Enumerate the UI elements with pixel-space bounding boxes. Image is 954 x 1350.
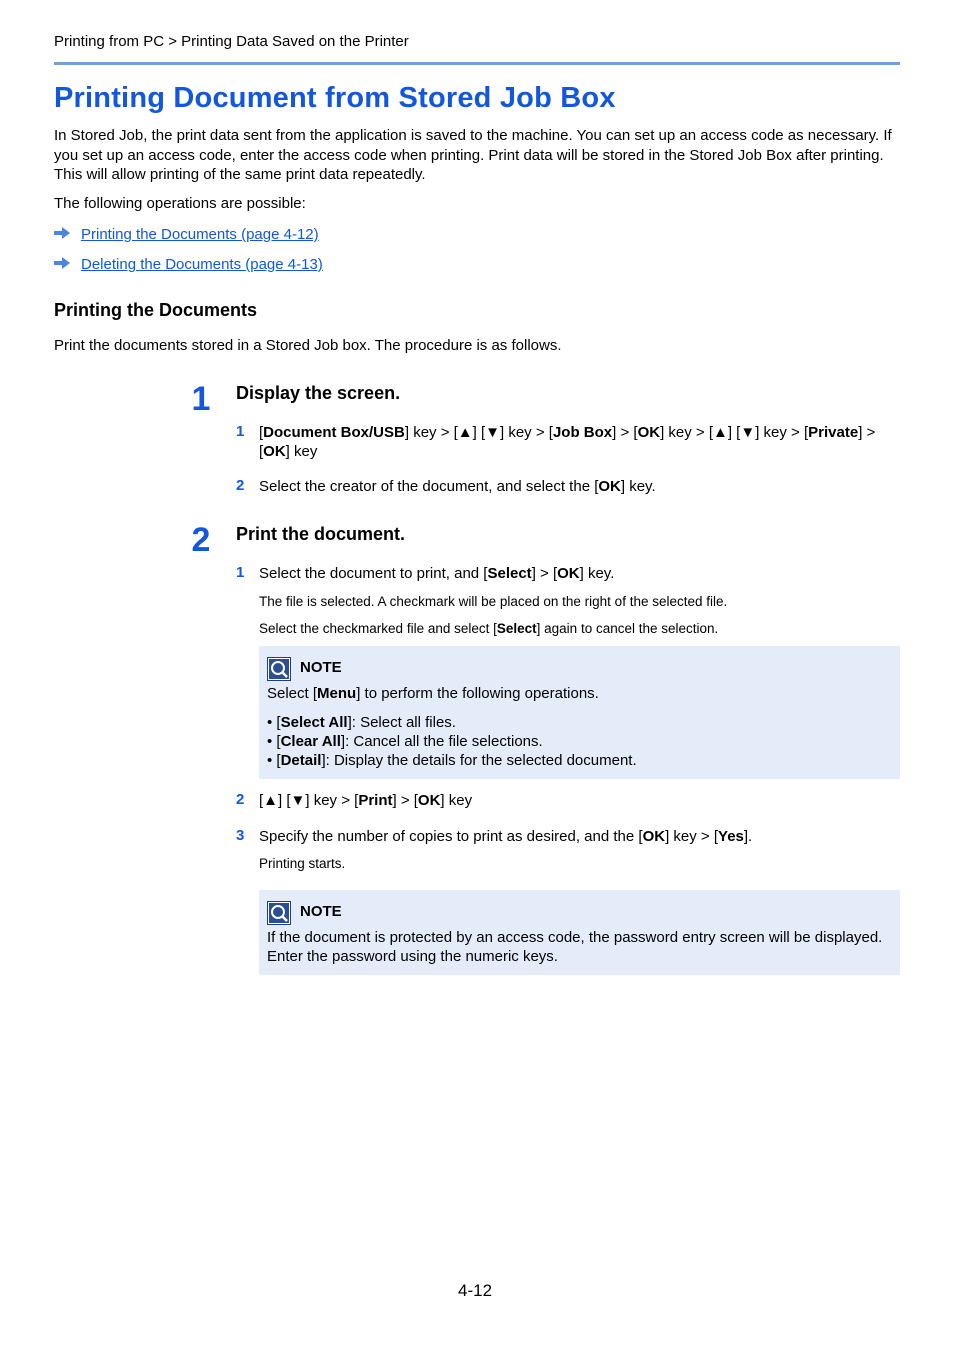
section-heading: Printing the Documents bbox=[54, 300, 258, 320]
substep-text: Select the document to print, and [Select] > [OK] key. bbox=[259, 565, 615, 582]
link-row-deleting bbox=[54, 256, 323, 273]
arrow-right-icon bbox=[54, 226, 74, 243]
substep-number: 3 bbox=[236, 827, 245, 844]
operations-intro: The following operations are possible: bbox=[54, 195, 306, 212]
note-icon bbox=[267, 668, 291, 685]
note-box bbox=[259, 646, 900, 779]
breadcrumb: Printing from PC > Printing Data Saved on the Printer bbox=[54, 33, 409, 50]
note-label: NOTE bbox=[300, 903, 342, 920]
substep-number: 2 bbox=[236, 477, 245, 494]
substep-2-1 bbox=[236, 564, 900, 583]
step-number-1: 1 bbox=[191, 380, 211, 418]
header-rule bbox=[54, 62, 900, 65]
note-text: If the document is protected by an access code, the password entry screen will be displayed. Enter the password using the numeric keys. bbox=[267, 929, 883, 965]
substep-number: 1 bbox=[236, 423, 245, 440]
note-list bbox=[267, 713, 637, 770]
substep-remark: The file is selected. A checkmark will be placed on the right of the selected file. bbox=[259, 594, 728, 609]
substep-text: Specify the number of copies to print as desired, and the [OK] key > [Yes]. bbox=[259, 828, 753, 845]
link-deleting-documents[interactable]: Deleting the Documents (page 4-13) bbox=[81, 256, 323, 273]
substep-number: 2 bbox=[236, 791, 245, 808]
step-number-2: 2 bbox=[191, 521, 211, 559]
link-row-printing bbox=[54, 226, 319, 243]
link-printing-documents[interactable]: Printing the Documents (page 4-12) bbox=[81, 226, 319, 243]
step-title-2: Print the document. bbox=[236, 524, 406, 544]
substep-remark: Select the checkmarked file and select [Select] again to cancel the selection. bbox=[259, 621, 719, 636]
intro-paragraph: In Stored Job, the print data sent from the application is saved to the machine. You can set up an access code as necessary. If you set up an access code, enter the access code when printing. Print data will be stored in the Stored Job Box after printing. This will allow printing of the same print data repeatedly. bbox=[54, 127, 892, 183]
substep-2-2 bbox=[236, 791, 900, 810]
list-item: • [Clear All]: Cancel all the file selections. bbox=[267, 733, 543, 750]
substep-2-3 bbox=[236, 827, 900, 846]
note-header bbox=[267, 657, 342, 685]
note-box bbox=[259, 890, 900, 975]
list-item: • [Select All]: Select all files. bbox=[267, 714, 456, 731]
substep-text: [Document Box/USB] key > [▲] [▼] key > [Job Box] > [OK] key > [▲] [▼] key > [Private] > [OK] key bbox=[259, 424, 876, 460]
note-label: NOTE bbox=[300, 659, 342, 676]
section-intro: Print the documents stored in a Stored Job box. The procedure is as follows. bbox=[54, 337, 562, 354]
substep-text: [▲] [▼] key > [Print] > [OK] key bbox=[259, 792, 473, 809]
substep-remark: Printing starts. bbox=[259, 856, 346, 871]
step-title-1: Display the screen. bbox=[236, 383, 401, 403]
substep-1-1 bbox=[236, 423, 900, 461]
list-item: • [Detail]: Display the details for the selected document. bbox=[267, 752, 637, 769]
note-header bbox=[267, 901, 342, 929]
note-lead: Select [Menu] to perform the following operations. bbox=[267, 685, 599, 702]
page-title: Printing Document from Stored Job Box bbox=[54, 82, 616, 114]
substep-text: Select the creator of the document, and select the [OK] key. bbox=[259, 478, 656, 495]
page-number: 4-12 bbox=[458, 1281, 493, 1300]
substep-1-2 bbox=[236, 477, 900, 496]
arrow-right-icon bbox=[54, 256, 74, 273]
note-icon bbox=[267, 912, 291, 929]
substep-number: 1 bbox=[236, 564, 245, 581]
